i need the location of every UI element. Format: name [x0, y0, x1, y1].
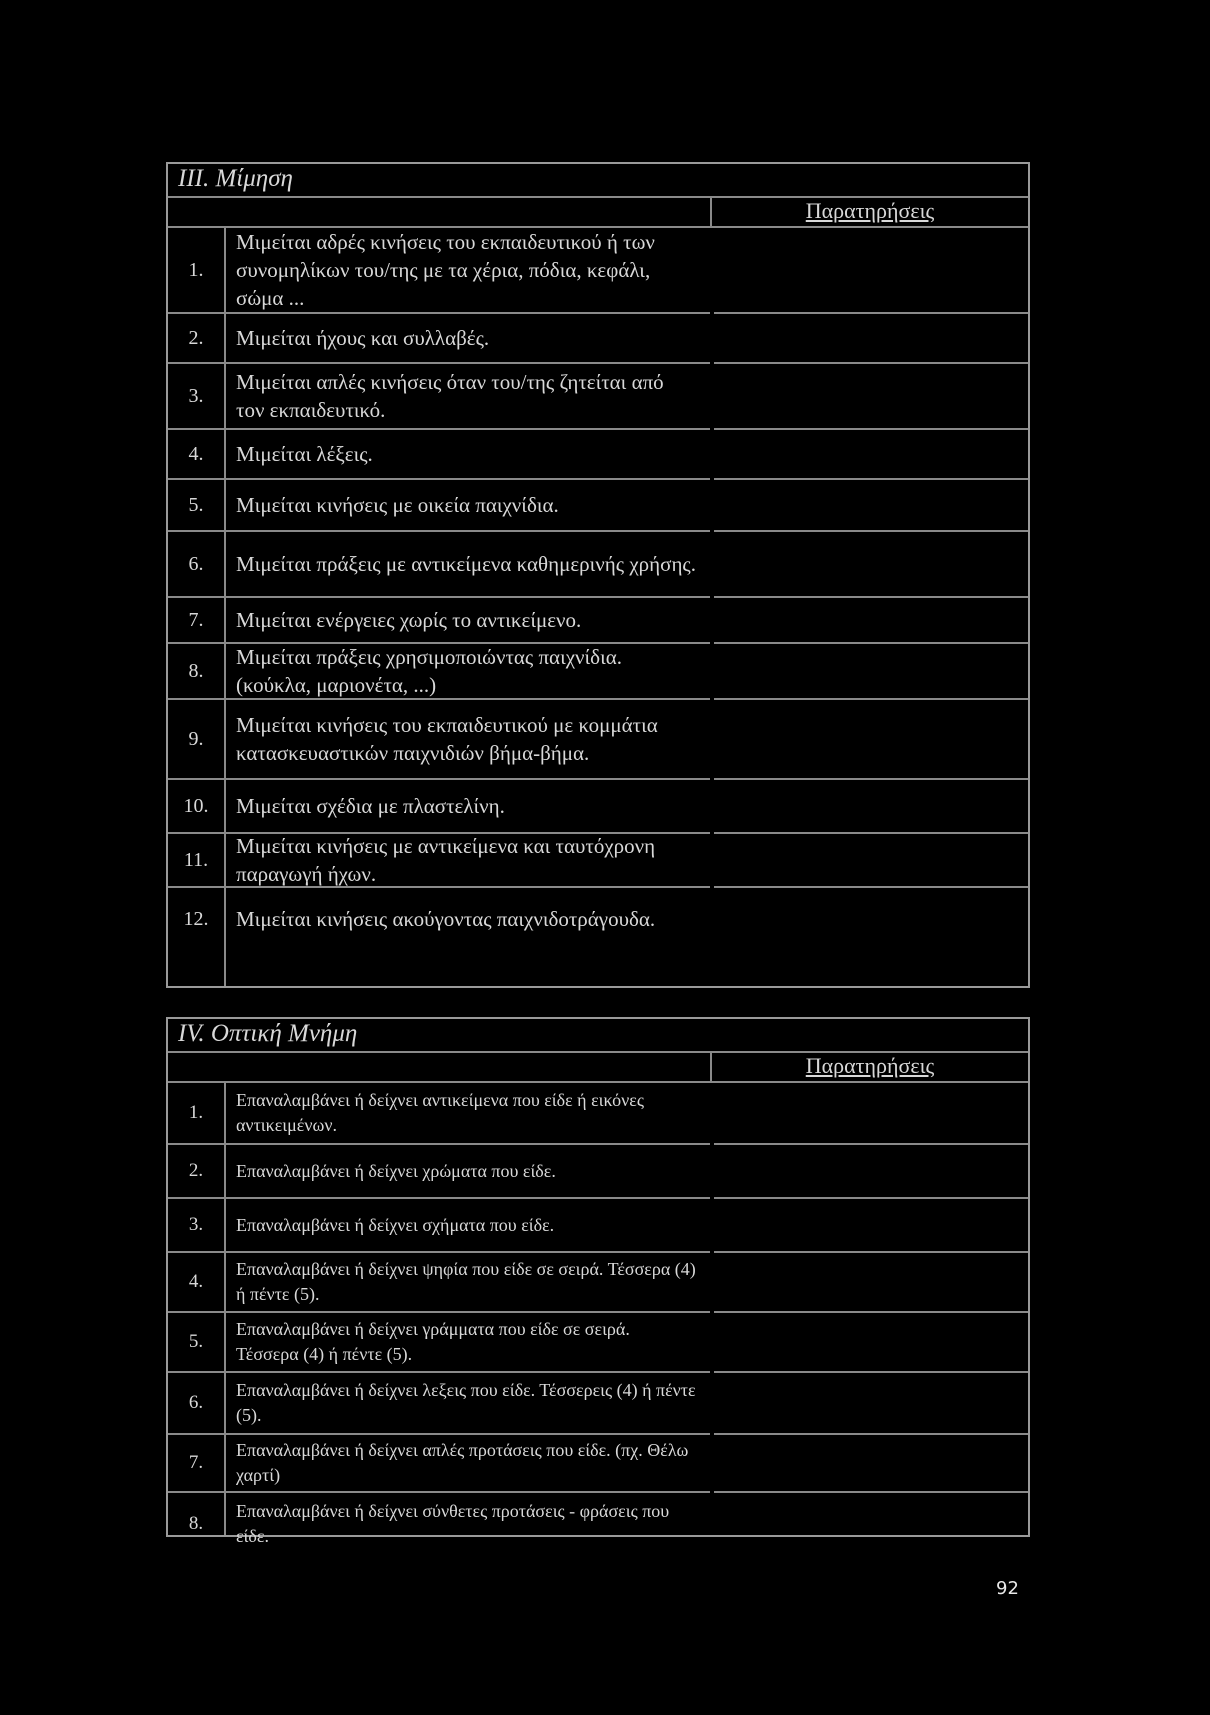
- table-row: [168, 1083, 710, 1145]
- item-number: 9.: [188, 727, 204, 750]
- mimesis-table: [166, 162, 1030, 988]
- item-number: 5.: [188, 493, 204, 516]
- table-row: [168, 598, 710, 644]
- observations-cell[interactable]: [714, 644, 1028, 700]
- table-row: [168, 1493, 710, 1555]
- item-text: Μιμείται αδρές κινήσεις του εκπαιδευτικού ή των συνομηλίκων του/της με τα χέρια, πόδια, κεφάλι, σώμα ...: [236, 230, 655, 310]
- observations-cell[interactable]: [714, 1373, 1028, 1435]
- observations-cell[interactable]: [714, 780, 1028, 834]
- page-number: 92: [996, 1578, 1019, 1599]
- observations-cell[interactable]: [714, 834, 1028, 888]
- item-number: 3.: [188, 1214, 204, 1235]
- item-text: Μιμείται ενέργειες χωρίς το αντικείμενο.: [236, 608, 582, 632]
- table-row: [168, 1145, 710, 1199]
- observations-cell[interactable]: [714, 1313, 1028, 1373]
- item-number: 1.: [188, 1102, 204, 1123]
- table-row: [168, 888, 710, 950]
- observations-cell[interactable]: [714, 532, 1028, 598]
- item-number: 7.: [188, 608, 204, 631]
- observations-cell[interactable]: [714, 700, 1028, 780]
- item-number: 10.: [183, 794, 209, 817]
- table-row: [168, 1199, 710, 1253]
- item-text: Μιμείται κινήσεις με οικεία παιχνίδια.: [236, 493, 559, 517]
- item-number: 7.: [188, 1452, 204, 1473]
- item-number: 12.: [183, 907, 209, 930]
- table-row: [168, 1253, 710, 1313]
- item-text: Μιμείται κινήσεις με αντικείμενα και ταυτόχρονη παραγωγή ήχων.: [236, 834, 656, 886]
- item-text: Επαναλαμβάνει ή δείχνει λεξεις που είδε. Τέσσερεις (4) ή πέντε (5).: [236, 1380, 696, 1425]
- table-header-row: [168, 1053, 1028, 1083]
- section-title: III. Μίμηση: [168, 164, 1028, 198]
- item-number: 5.: [188, 1331, 204, 1352]
- observations-cell[interactable]: [714, 888, 1028, 950]
- observations-cell[interactable]: [714, 1435, 1028, 1493]
- item-text: Μιμείται λέξεις.: [236, 442, 373, 466]
- observations-cell[interactable]: [714, 364, 1028, 430]
- item-text: Μιμείται κινήσεις ακούγοντας παιχνιδοτράγουδα.: [236, 907, 656, 931]
- observations-cell[interactable]: [714, 228, 1028, 314]
- observations-cell[interactable]: [714, 430, 1028, 480]
- item-text: Μιμείται κινήσεις του εκπαιδευτικού με κομμάτια κατασκευαστικών παιχνιδιών βήμα-βήμα.: [236, 713, 658, 765]
- item-text: Επαναλαμβάνει ή δείχνει ψηφία που είδε σε σειρά. Τέσσερα (4) ή πέντε (5).: [236, 1259, 696, 1304]
- observations-cell[interactable]: [714, 1493, 1028, 1555]
- item-number: 6.: [188, 552, 204, 575]
- item-text: Επαναλαμβάνει ή δείχνει γράμματα που είδε σε σειρά. Τέσσερα (4) ή πέντε (5).: [236, 1319, 630, 1364]
- item-number: 2.: [188, 1160, 204, 1181]
- table-row: [168, 1435, 710, 1493]
- item-number: 3.: [188, 384, 204, 407]
- item-number: 1.: [188, 258, 204, 281]
- item-number: 4.: [188, 442, 204, 465]
- item-number: 8.: [188, 659, 204, 682]
- table-row: [168, 430, 710, 480]
- table-row: [168, 780, 710, 834]
- observations-cell[interactable]: [714, 1083, 1028, 1145]
- section-title: IV. Οπτική Μνήμη: [168, 1019, 1028, 1053]
- item-text: Επαναλαμβάνει ή δείχνει αντικείμενα που είδε ή εικόνες αντικειμένων.: [236, 1090, 644, 1135]
- table-row: [168, 1373, 710, 1435]
- observations-header: Παρατηρήσεις: [710, 1053, 1028, 1081]
- observations-cell[interactable]: [714, 598, 1028, 644]
- item-text: Επαναλαμβάνει ή δείχνει απλές προτάσεις που είδε. (πχ. Θέλω χαρτί): [236, 1440, 689, 1485]
- item-text: Επαναλαμβάνει ή δείχνει χρώματα που είδε.: [236, 1160, 556, 1181]
- table-header-row: [168, 198, 1028, 228]
- item-number: 6.: [188, 1392, 204, 1413]
- table-row: [168, 364, 710, 430]
- table-row: [168, 700, 710, 780]
- observations-cell[interactable]: [714, 480, 1028, 532]
- table-row: [168, 228, 710, 314]
- item-text: Μιμείται ήχους και συλλαβές.: [236, 326, 490, 350]
- table-row: [168, 480, 710, 532]
- item-text: Μιμείται απλές κινήσεις όταν του/της ζητείται από τον εκπαιδευτικό.: [236, 370, 664, 422]
- item-text: Επαναλαμβάνει ή δείχνει σύνθετες προτάσεις - φράσεις που είδε.: [236, 1501, 670, 1546]
- observations-cell[interactable]: [714, 1253, 1028, 1313]
- table-row: [168, 532, 710, 598]
- item-number: 2.: [188, 326, 204, 349]
- table-row: [168, 1313, 710, 1373]
- item-text: Μιμείται πράξεις με αντικείμενα καθημερινής χρήσης.: [236, 552, 697, 576]
- item-text: Μιμείται σχέδια με πλαστελίνη.: [236, 794, 505, 818]
- table-row: [168, 834, 710, 888]
- item-number: 11.: [183, 848, 209, 871]
- table-row: [168, 644, 710, 700]
- observations-cell[interactable]: [714, 1145, 1028, 1199]
- visual-memory-table: [166, 1017, 1030, 1546]
- observations-header: Παρατηρήσεις: [710, 198, 1028, 226]
- item-number: 8.: [188, 1513, 204, 1534]
- item-text: Μιμείται πράξεις χρησιμοποιώντας παιχνίδια. (κούκλα, μαριονέτα, ...): [236, 645, 622, 697]
- observations-cell[interactable]: [714, 314, 1028, 364]
- item-text: Επαναλαμβάνει ή δείχνει σχήματα που είδε.: [236, 1214, 555, 1235]
- observations-cell[interactable]: [714, 1199, 1028, 1253]
- item-number: 4.: [188, 1271, 204, 1292]
- table-row: [168, 314, 710, 364]
